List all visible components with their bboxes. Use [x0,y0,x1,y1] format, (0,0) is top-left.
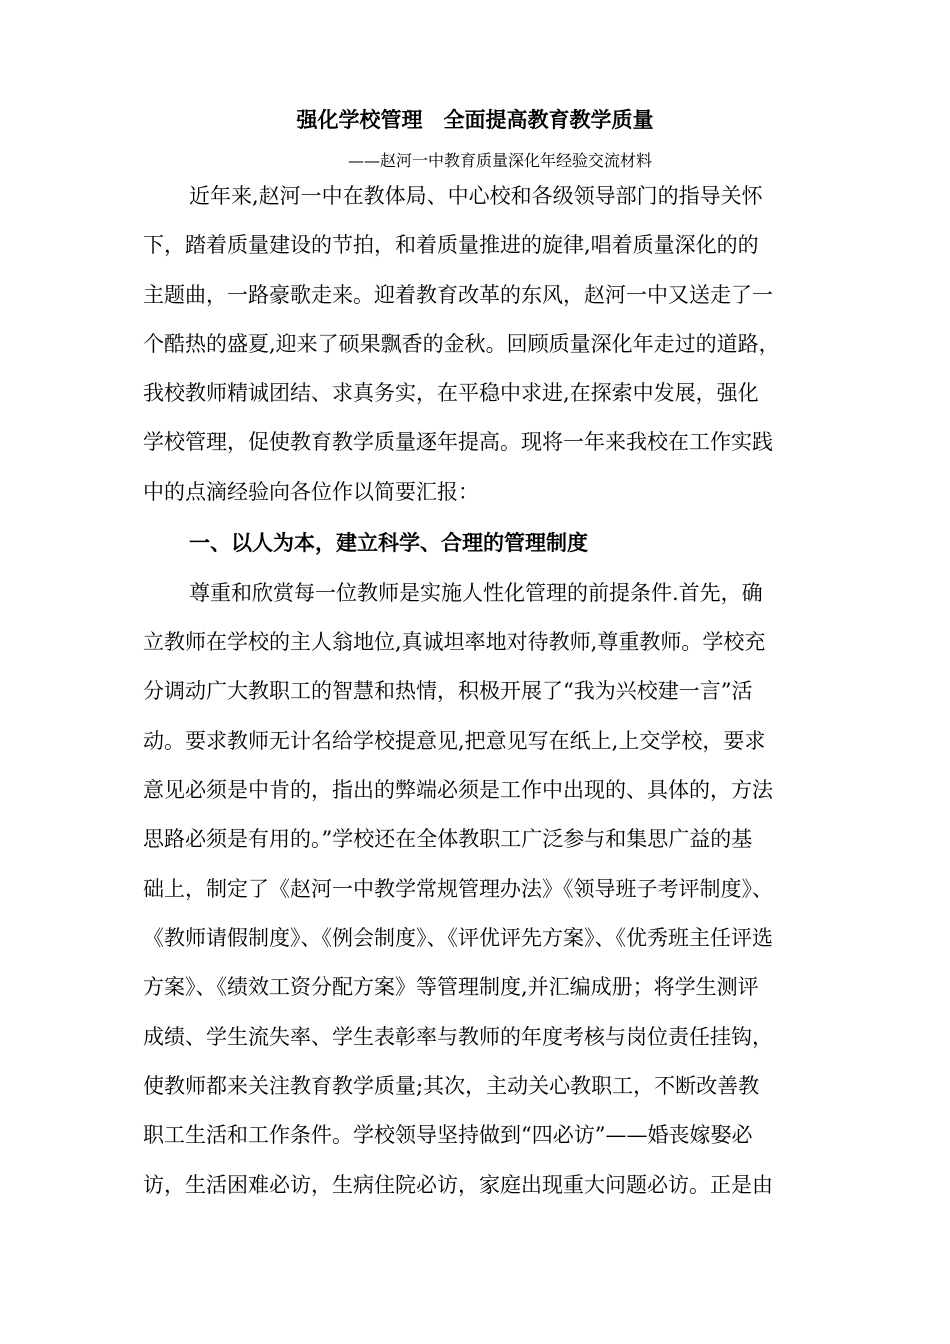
paragraph-line: 方案》、《绩效工资分配方案》等管理制度,并汇编成册；将学生测评 [143,975,759,999]
paragraph-line: 中的点滴经验向各位作以简要汇报： [143,480,479,504]
paragraph-line: 《教师请假制度》、《例会制度》、《评优评先方案》、《优秀班主任评选 [143,926,773,950]
paragraph-line: 学校管理，促使教育教学质量逐年提高。现将一年来我校在工作实践 [143,430,773,454]
paragraph-line: 分调动广大教职工的智慧和热情，积极开展了“我为兴校建一言”活 [143,679,753,703]
paragraph-line: 职工生活和工作条件。学校领导坚持做到“四必访”——婚丧嫁娶必 [143,1123,753,1147]
paragraph-line: 动。要求教师无计名给学校提意见,把意见写在纸上,上交学校，要求 [143,729,766,753]
paragraph-line: 立教师在学校的主人翁地位,真诚坦率地对待教师,尊重教师。学校充 [143,630,766,654]
document-title: 强化学校管理 全面提高教育教学质量 [296,107,654,132]
paragraph-line: 使教师都来关注教育教学质量;其次，主动关心教职工，不断改善教 [143,1074,760,1098]
paragraph-line: 下，踏着质量建设的节拍，和着质量推进的旋律,唱着质量深化的的 [143,233,759,257]
paragraph-line: 近年来,赵河一中在教体局、中心校和各级领导部门的指导关怀 [189,184,763,208]
paragraph-line: 访，生活困难必访，生病住院必访，家庭出现重大问题必访。正是由 [143,1173,773,1197]
paragraph-line: 个酷热的盛夏,迎来了硕果飘香的金秋。回顾质量深化年走过的道路， [143,332,780,356]
paragraph-line: 意见必须是中肯的，指出的弊端必须是工作中出现的、具体的，方法 [143,778,773,802]
paragraph-line: 成绩、学生流失率、学生表彰率与教师的年度考核与岗位责任挂钩， [143,1025,773,1049]
section-heading: 一、以人为本，建立科学、合理的管理制度 [189,530,588,555]
paragraph-line: 础上，制定了《赵河一中教学常规管理办法》《领导班子考评制度》、 [143,877,773,901]
document-subtitle: ——赵河一中教育质量深化年经验交流材料 [347,151,652,170]
paragraph-line: 我校教师精诚团结、求真务实，在平稳中求进,在探索中发展，强化 [143,381,759,405]
paragraph-line: 尊重和欣赏每一位教师是实施人性化管理的前提条件.首先，确 [189,581,763,605]
paragraph-line: 思路必须是有用的。”学校还在全体教职工广泛参与和集思广益的基 [143,827,753,851]
paragraph-line: 主题曲，一路豪歌走来。迎着教育改革的东风，赵河一中又送走了一 [143,283,773,307]
